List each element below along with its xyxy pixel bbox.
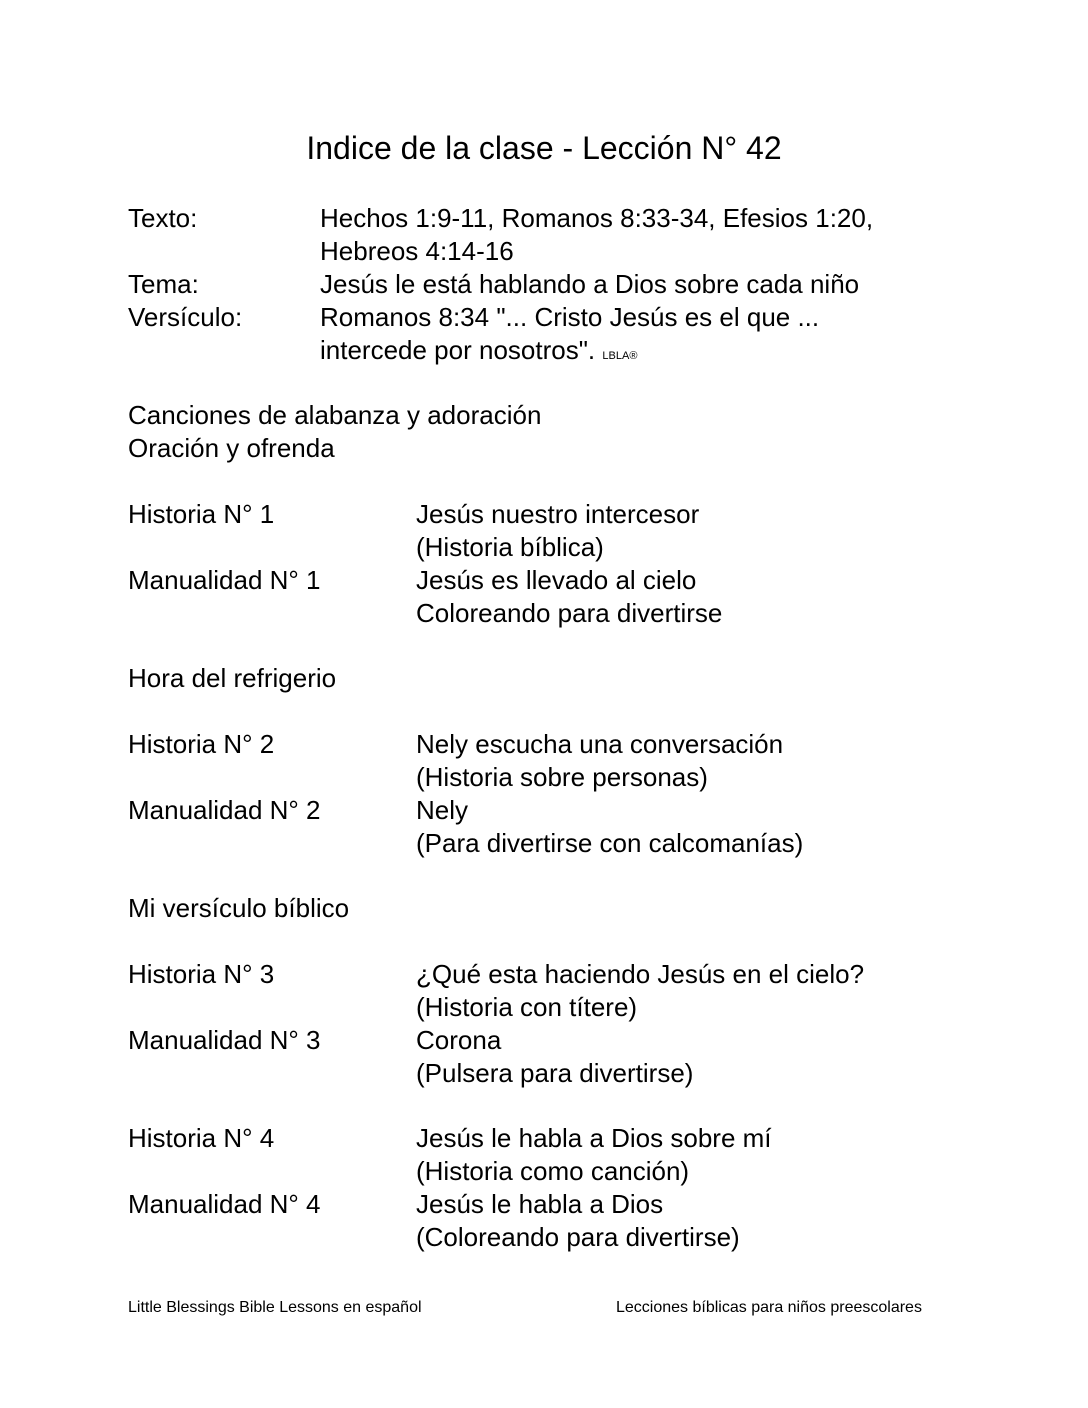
versiculo-source: LBLA® xyxy=(602,350,638,362)
manualidad-1-type: Coloreando para divertirse xyxy=(416,598,723,628)
manualidad-2-label: Manualidad N° 2 xyxy=(128,795,321,825)
manualidad-3-title: Corona xyxy=(416,1025,502,1055)
manualidad-4-title: Jesús le habla a Dios xyxy=(416,1189,664,1219)
manualidad-3-type: (Pulsera para divertirse) xyxy=(416,1058,694,1088)
snack-item: Hora del refrigerio xyxy=(128,663,337,693)
historia-4-type: (Historia como canción) xyxy=(416,1156,690,1186)
historia-3-type: (Historia con títere) xyxy=(416,992,638,1022)
historia-3-title: ¿Qué esta haciendo Jesús en el cielo? xyxy=(416,959,865,989)
texto-label: Texto: xyxy=(128,203,198,233)
songs-item: Canciones de alabanza y adoración xyxy=(128,400,542,430)
historia-2-label: Historia N° 2 xyxy=(128,729,275,759)
historia-1-title: Jesús nuestro intercesor xyxy=(416,499,700,529)
versiculo-label: Versículo: xyxy=(128,302,243,332)
manualidad-2-title: Nely xyxy=(416,795,469,825)
manualidad-1-title: Jesús es llevado al cielo xyxy=(416,565,697,595)
manualidad-4-label: Manualidad N° 4 xyxy=(128,1189,321,1219)
manualidad-1-label: Manualidad N° 1 xyxy=(128,565,321,595)
historia-4-label: Historia N° 4 xyxy=(128,1123,275,1153)
versiculo-value-line1: Romanos 8:34 "... Cristo Jesús es el que ... xyxy=(320,302,820,332)
texto-value-line2: Hebreos 4:14-16 xyxy=(320,236,514,266)
verse-item: Mi versículo bíblico xyxy=(128,893,350,923)
tema-value: Jesús le está hablando a Dios sobre cada niño xyxy=(320,269,860,299)
tema-label: Tema: xyxy=(128,269,199,299)
historia-1-label: Historia N° 1 xyxy=(128,499,275,529)
manualidad-3-label: Manualidad N° 3 xyxy=(128,1025,321,1055)
manualidad-2-type: (Para divertirse con calcomanías) xyxy=(416,828,804,858)
historia-4-title: Jesús le habla a Dios sobre mí xyxy=(416,1123,772,1153)
manualidad-4-type: (Coloreando para divertirse) xyxy=(416,1222,740,1252)
versiculo-value-line2 xyxy=(320,334,637,373)
prayer-item: Oración y ofrenda xyxy=(128,433,335,463)
historia-3-label: Historia N° 3 xyxy=(128,959,275,989)
texto-value-line1: Hechos 1:9-11, Romanos 8:33-34, Efesios 1:20, xyxy=(320,203,874,233)
versiculo-text: intercede por nosotros". xyxy=(320,335,596,365)
historia-1-type: (Historia bíblica) xyxy=(416,532,604,562)
historia-2-title: Nely escucha una conversación xyxy=(416,729,784,759)
footer-left: Little Blessings Bible Lessons en español xyxy=(128,1299,422,1316)
historia-2-type: (Historia sobre personas) xyxy=(416,762,708,792)
page-title: Indice de la clase - Lección N° 42 xyxy=(306,130,782,166)
footer-right: Lecciones bíblicas para niños preescolares xyxy=(616,1299,922,1316)
